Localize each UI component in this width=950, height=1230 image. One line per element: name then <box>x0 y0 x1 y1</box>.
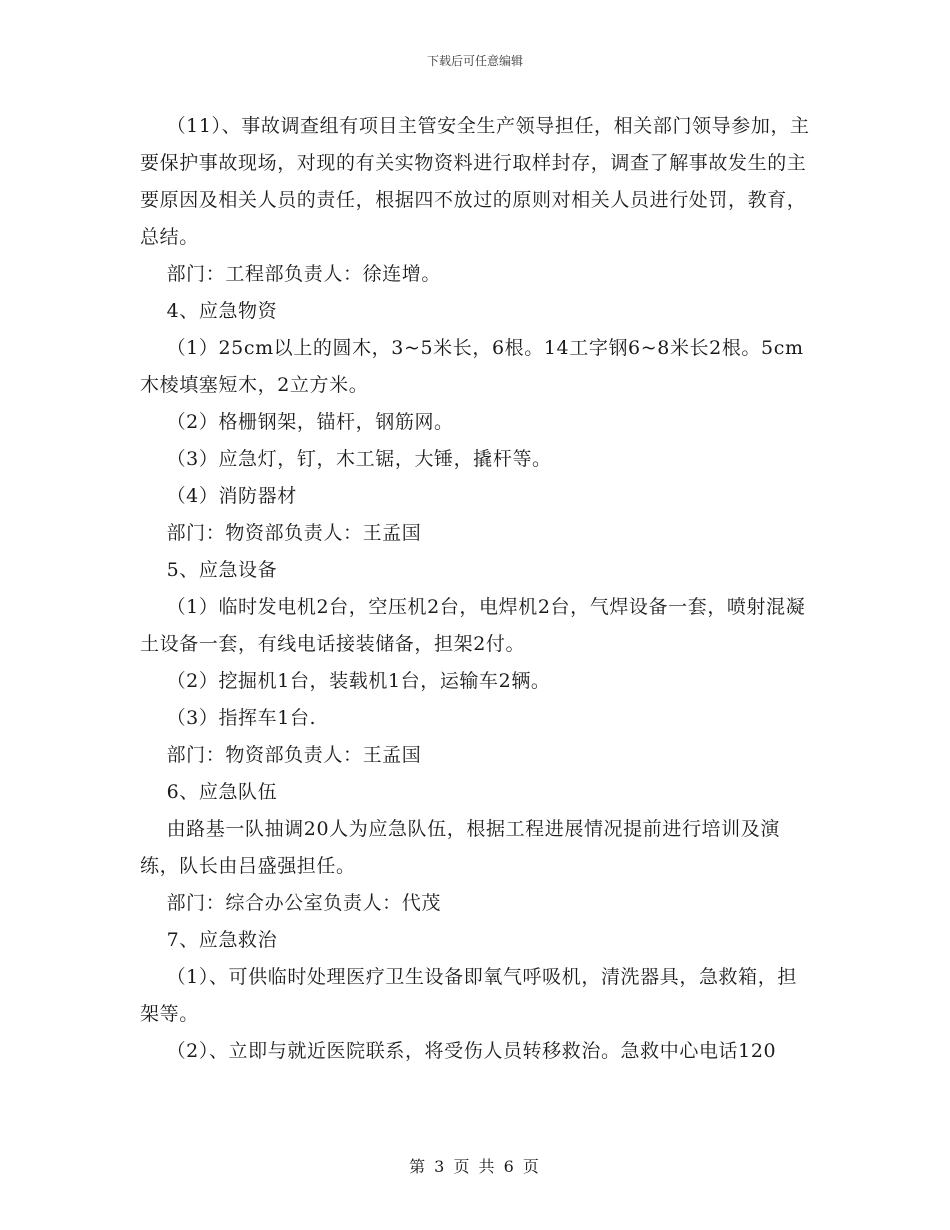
heading-emergency-team: 6、应急队伍 <box>140 781 278 803</box>
header-note: 下载后可任意编辑 <box>426 54 523 68</box>
paragraph-dept-engineering: 部门：工程部负责人：徐连增。 <box>140 263 441 285</box>
paragraph-supplies-1: （1）25cm以上的圆木，3~5米长，6根。14工字钢6~8米长2根。5cm木棱填塞短木，2立方米。 <box>140 337 804 396</box>
heading-emergency-supplies: 4、应急物资 <box>140 300 278 322</box>
paragraph-team: 由路基一队抽调20人为应急队伍，根据工程进展情况提前进行培训及演练，队长由吕盛强担任。 <box>140 818 780 877</box>
paragraph-dept-office: 部门：综合办公室负责人：代茂 <box>140 892 441 914</box>
page-footer: 第 3 页 共 6 页 <box>409 1157 541 1176</box>
heading-emergency-treatment: 7、应急救治 <box>140 929 278 951</box>
paragraph-treatment-1: （1）、可供临时处理医疗卫生设备即氧气呼吸机，清洗器具，急救箱，担架等。 <box>140 966 797 1025</box>
paragraph-accident-investigation: （11）、事故调查组有项目主管安全生产领导担任，相关部门领导参加，主要保护事故现场，对现的有关实物资料进行取样封存，调查了解事故发生的主要原因及相关人员的责任，根据四不放过的原则对相关人员进行处罚，教育，总结。 <box>140 115 810 248</box>
paragraph-dept-materials-2: 部门：物资部负责人：王孟国 <box>140 744 422 766</box>
paragraph-equipment-3: （3）指挥车1台. <box>140 707 317 729</box>
paragraph-treatment-2: （2）、立即与就近医院联系，将受伤人员转移救治。急救中心电话120 <box>140 1040 777 1062</box>
paragraph-supplies-3: （3）应急灯，钉，木工锯，大锤，撬杆等。 <box>140 448 552 470</box>
paragraph-equipment-1: （1）临时发电机2台，空压机2台，电焊机2台，气焊设备一套，喷射混凝土设备一套，有线电话接装储备，担架2付。 <box>140 596 806 655</box>
paragraph-equipment-2: （2）挖掘机1台，装载机1台，运输车2辆。 <box>140 670 551 692</box>
paragraph-supplies-4: （4）消防器材 <box>140 485 297 507</box>
paragraph-supplies-2: （2）格栅钢架，锚杆，钢筋网。 <box>140 411 454 433</box>
heading-emergency-equipment: 5、应急设备 <box>140 559 278 581</box>
document-body <box>140 108 810 1070</box>
paragraph-dept-materials: 部门：物资部负责人：王孟国 <box>140 522 422 544</box>
